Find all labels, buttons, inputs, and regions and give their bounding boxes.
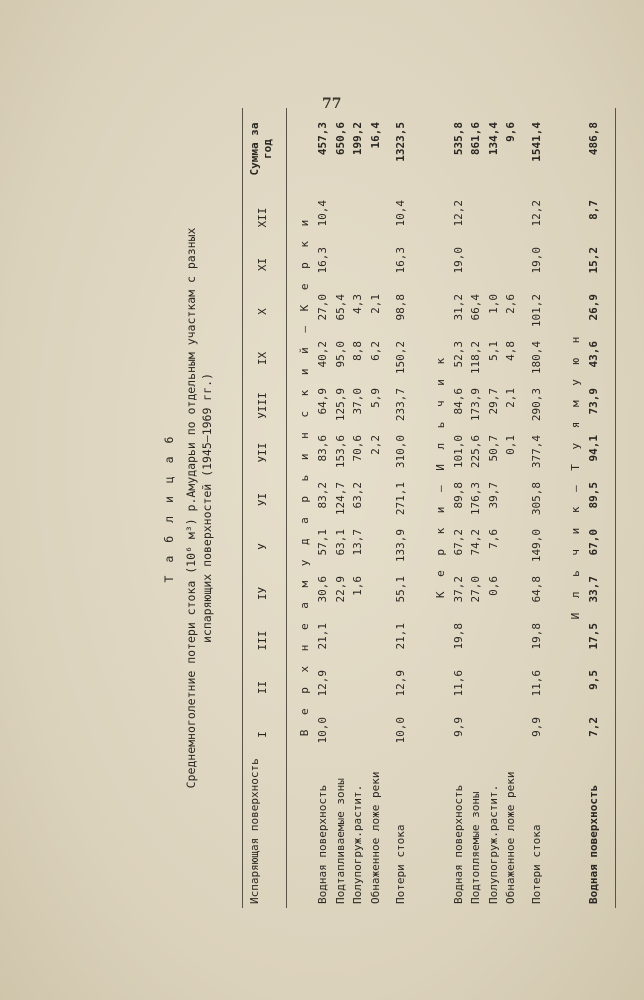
cell-value: 43,6 bbox=[587, 341, 600, 368]
cell-value: 7,6 bbox=[486, 529, 500, 549]
row-total: 1323,5 bbox=[394, 122, 407, 162]
cell-value: 22,9 bbox=[333, 576, 347, 603]
cell-value: 4,3 bbox=[351, 294, 364, 314]
cell-value: 39,7 bbox=[486, 482, 500, 509]
cell-value: 94,1 bbox=[587, 435, 600, 462]
cell-value: 40,2 bbox=[316, 341, 329, 368]
row-total: 861,6 bbox=[469, 122, 482, 156]
cell-value: 377,4 bbox=[529, 435, 543, 469]
table-top-rule bbox=[242, 108, 243, 908]
cell-value: 30,6 bbox=[316, 576, 329, 603]
header-total: Сумма за год bbox=[248, 122, 274, 176]
cell-value: 37,2 bbox=[451, 576, 465, 603]
cell-value: 52,3 bbox=[451, 341, 465, 368]
cell-value: 10,0 bbox=[316, 717, 329, 744]
cell-value: 0,1 bbox=[504, 435, 517, 455]
cell-value: 19,0 bbox=[529, 247, 543, 274]
table-title-line1: Среднемноголетние потери стока (10⁶ м³) р.Амударьи по отдельным участкам с разных bbox=[184, 227, 198, 789]
header-month: УII bbox=[256, 442, 269, 463]
header-month: У bbox=[256, 543, 269, 550]
header-month: УI bbox=[256, 492, 269, 507]
cell-value: 83,2 bbox=[316, 482, 329, 509]
cell-value: 9,9 bbox=[529, 717, 543, 737]
group-title: И л ь ч и к – Т у я м у ю н bbox=[569, 332, 582, 620]
cell-value: 29,7 bbox=[486, 388, 500, 415]
group-title: В е р х н е а м у д а р ь и н с к и й – К е р к и bbox=[298, 215, 311, 737]
cell-value: 173,9 bbox=[469, 388, 482, 422]
cell-value: 2,1 bbox=[504, 388, 517, 408]
cell-value: 10,4 bbox=[394, 200, 407, 227]
cell-value: 12,2 bbox=[451, 200, 465, 227]
cell-value: 9,9 bbox=[451, 717, 465, 737]
cell-value: 12,2 bbox=[529, 200, 543, 227]
header-month: IУ bbox=[256, 586, 269, 601]
page-number: 77 bbox=[322, 96, 342, 112]
row-total: 650,6 bbox=[333, 122, 347, 156]
cell-value: 84,6 bbox=[451, 388, 465, 415]
cell-value: 0,6 bbox=[486, 576, 500, 596]
cell-value: 10,0 bbox=[394, 717, 407, 744]
cell-value: 27,0 bbox=[469, 576, 482, 603]
cell-value: 310,0 bbox=[394, 435, 407, 469]
cell-value: 12,9 bbox=[316, 670, 329, 697]
cell-value: 74,2 bbox=[469, 529, 482, 556]
cell-value: 7,2 bbox=[587, 717, 600, 737]
cell-value: 64,9 bbox=[316, 388, 329, 415]
header-month: УIII bbox=[256, 392, 269, 419]
cell-value: 19,0 bbox=[451, 247, 465, 274]
cell-value: 2,2 bbox=[368, 435, 382, 455]
header-month: XI bbox=[256, 257, 269, 272]
cell-value: 5,9 bbox=[368, 388, 382, 408]
cell-value: 5,1 bbox=[486, 341, 500, 361]
cell-value: 17,5 bbox=[587, 623, 600, 650]
cell-value: 63,2 bbox=[351, 482, 364, 509]
cell-value: 101,2 bbox=[529, 294, 543, 328]
table-bottom-rule bbox=[615, 108, 616, 908]
cell-value: 8,8 bbox=[351, 341, 364, 361]
row-label: Полупогруж.растит. bbox=[486, 784, 500, 904]
cell-value: 180,4 bbox=[529, 341, 543, 375]
header-month: II bbox=[256, 680, 269, 695]
header-month: XII bbox=[256, 207, 269, 228]
cell-value: 83,6 bbox=[316, 435, 329, 462]
cell-value: 21,1 bbox=[394, 623, 407, 650]
header-surface: Испаряющая поверхность bbox=[248, 758, 261, 904]
cell-value: 133,9 bbox=[394, 529, 407, 563]
row-label: Потери стока bbox=[529, 824, 543, 904]
cell-value: 67,0 bbox=[587, 529, 600, 556]
table-label: Т а б л и ц а 6 bbox=[162, 433, 176, 583]
header-bottom-rule bbox=[286, 108, 287, 908]
cell-value: 10,4 bbox=[316, 200, 329, 227]
cell-value: 271,1 bbox=[394, 482, 407, 516]
cell-value: 290,3 bbox=[529, 388, 543, 422]
cell-value: 305,8 bbox=[529, 482, 543, 516]
row-total: 16,4 bbox=[368, 122, 382, 149]
row-label: Водная поверхность bbox=[451, 784, 465, 904]
cell-value: 101,0 bbox=[451, 435, 465, 469]
row-total: 535,8 bbox=[451, 122, 465, 156]
row-total: 1541,4 bbox=[529, 122, 543, 162]
cell-value: 66,4 bbox=[469, 294, 482, 321]
cell-value: 153,6 bbox=[333, 435, 347, 469]
cell-value: 8,7 bbox=[587, 200, 600, 220]
cell-value: 89,8 bbox=[451, 482, 465, 509]
cell-value: 2,1 bbox=[368, 294, 382, 314]
row-label: Потери стока bbox=[394, 824, 407, 904]
cell-value: 63,1 bbox=[333, 529, 347, 556]
cell-value: 1,6 bbox=[351, 576, 364, 596]
row-label: Обнаженное ложе реки bbox=[368, 771, 382, 904]
cell-value: 67,2 bbox=[451, 529, 465, 556]
cell-value: 124,7 bbox=[333, 482, 347, 516]
row-total: 199,2 bbox=[351, 122, 364, 156]
cell-value: 2,6 bbox=[504, 294, 517, 314]
cell-value: 27,0 bbox=[316, 294, 329, 321]
row-label: Подтапливаемые зоны bbox=[333, 778, 347, 904]
cell-value: 16,3 bbox=[316, 247, 329, 274]
cell-value: 50,7 bbox=[486, 435, 500, 462]
cell-value: 125,9 bbox=[333, 388, 347, 422]
group-title: К е р к и – И л ь ч и к bbox=[433, 353, 447, 599]
table-title-line2: испаряющих поверхностей (1945–1969 гг.) bbox=[200, 372, 214, 644]
cell-value: 16,3 bbox=[394, 247, 407, 274]
cell-value: 1,0 bbox=[486, 294, 500, 314]
row-total: 134,4 bbox=[486, 122, 500, 156]
cell-value: 176,3 bbox=[469, 482, 482, 516]
cell-value: 26,9 bbox=[587, 294, 600, 321]
cell-value: 57,1 bbox=[316, 529, 329, 556]
cell-value: 73,9 bbox=[587, 388, 600, 415]
cell-value: 95,0 bbox=[333, 341, 347, 368]
row-total: 457,3 bbox=[316, 122, 329, 156]
row-label: Обнаженное ложе реки bbox=[504, 771, 517, 904]
cell-value: 70,6 bbox=[351, 435, 364, 462]
header-month: IX bbox=[256, 351, 269, 366]
cell-value: 11,6 bbox=[451, 670, 465, 697]
row-total: 486,8 bbox=[587, 122, 600, 156]
row-total: 9,6 bbox=[504, 122, 517, 142]
cell-value: 118,2 bbox=[469, 341, 482, 375]
cell-value: 233,7 bbox=[394, 388, 407, 422]
row-label: Водная поверхность bbox=[587, 784, 600, 904]
cell-value: 55,1 bbox=[394, 576, 407, 603]
cell-value: 64,8 bbox=[529, 576, 543, 603]
row-label: Водная поверхность bbox=[316, 784, 329, 904]
cell-value: 6,2 bbox=[368, 341, 382, 361]
cell-value: 12,9 bbox=[394, 670, 407, 697]
cell-value: 13,7 bbox=[351, 529, 364, 556]
cell-value: 31,2 bbox=[451, 294, 465, 321]
cell-value: 9,5 bbox=[587, 670, 600, 690]
cell-value: 89,5 bbox=[587, 482, 600, 509]
cell-value: 33,7 bbox=[587, 576, 600, 603]
cell-value: 11,6 bbox=[529, 670, 543, 697]
cell-value: 4,8 bbox=[504, 341, 517, 361]
rotated-table-block bbox=[162, 108, 632, 908]
cell-value: 37,0 bbox=[351, 388, 364, 415]
cell-value: 19,8 bbox=[529, 623, 543, 650]
cell-value: 149,0 bbox=[529, 529, 543, 563]
cell-value: 150,2 bbox=[394, 341, 407, 375]
cell-value: 15,2 bbox=[587, 247, 600, 274]
header-month: X bbox=[256, 308, 269, 315]
row-label: Полупогруж.растит. bbox=[351, 784, 364, 904]
cell-value: 225,6 bbox=[469, 435, 482, 469]
cell-value: 21,1 bbox=[316, 623, 329, 650]
header-month: I bbox=[256, 731, 269, 738]
cell-value: 98,8 bbox=[394, 294, 407, 321]
row-label: Подтопляемые зоны bbox=[469, 791, 482, 904]
header-month: III bbox=[256, 630, 269, 651]
cell-value: 19,8 bbox=[451, 623, 465, 650]
cell-value: 65,4 bbox=[333, 294, 347, 321]
